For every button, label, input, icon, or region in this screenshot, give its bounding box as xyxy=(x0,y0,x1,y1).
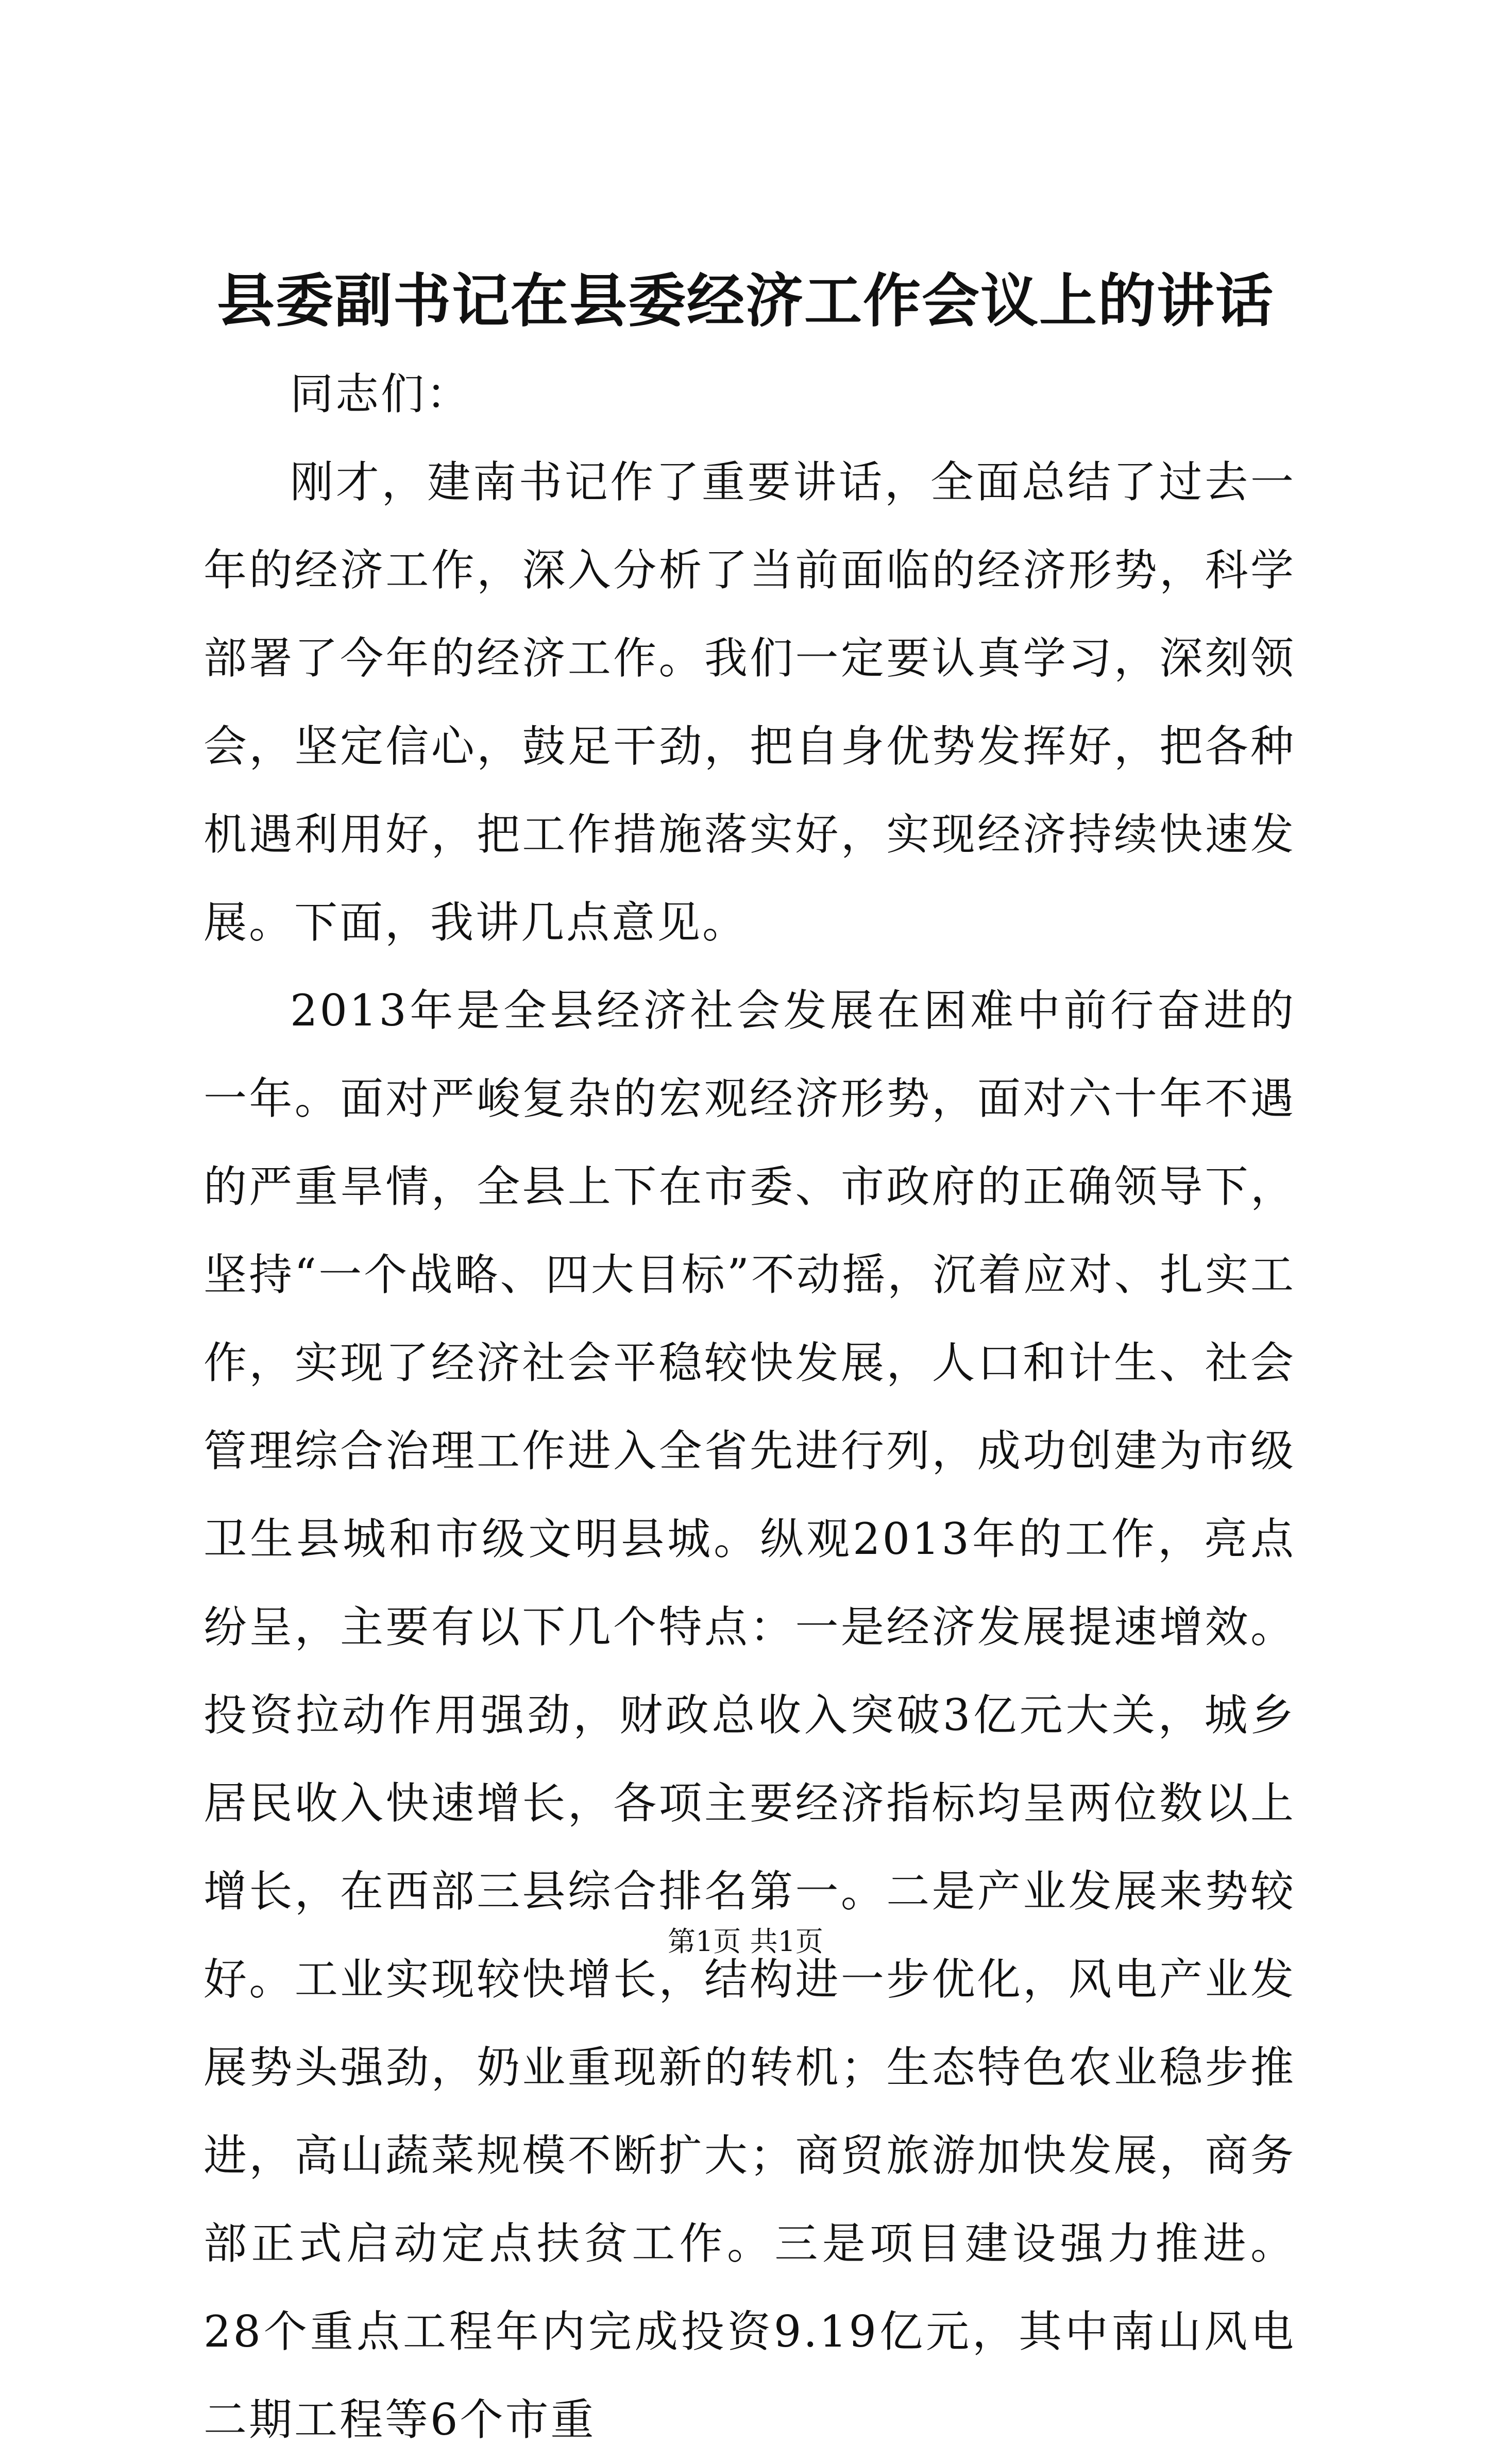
document-body xyxy=(204,350,1296,2464)
body-paragraph-2: 2013年是全县经济社会发展在困难中前行奋进的一年。面对严峻复杂的宏观经济形势，面对六十年不遇的严重旱情，全县上下在市委、市政府的正确领导下，坚持“一个战略、四大目标”不动摇，沉着应对、扎实工作，实现了经济社会平稳较快发展，人口和计生、社会管理综合治理工作进入全省先进行列，成功创建为市级卫生县城和市级文明县城。纵观2013年的工作，亮点纷呈，主要有以下几个特点：一是经济发展提速增效。投资拉动作用强劲，财政总收入突破3亿元大关，城乡居民收入快速增长，各项主要经济指标均呈两位数以上增长，在西部三县综合排名第一。二是产业发展来势较好。工业实现较快增长，结构进一步优化，风电产业发展势头强劲，奶业重现新的转机；生态特色农业稳步推进，高山蔬菜规模不断扩大；商贸旅游加快发展，商务部正式启动定点扶贫工作。三是项目建设强力推进。28个重点工程年内完成投资9.19亿元，其中南山风电二期工程等6个市重 xyxy=(204,985,1296,2445)
document-title: 县委副书记在县委经济工作会议上的讲话 xyxy=(217,267,1274,335)
page-footer: 第1页 共1页 xyxy=(668,1925,823,1958)
body-paragraph-1: 刚才，建南书记作了重要讲话，全面总结了过去一年的经济工作，深入分析了当前面临的经济形势，科学部署了今年的经济工作。我们一定要认真学习，深刻领会，坚定信心，鼓足干劲，把自身优势发挥好，把各种机遇利用好，把工作措施落实好，实现经济持续快速发展。下面，我讲几点意见。 xyxy=(204,457,1296,948)
salutation: 同志们： xyxy=(290,369,472,419)
